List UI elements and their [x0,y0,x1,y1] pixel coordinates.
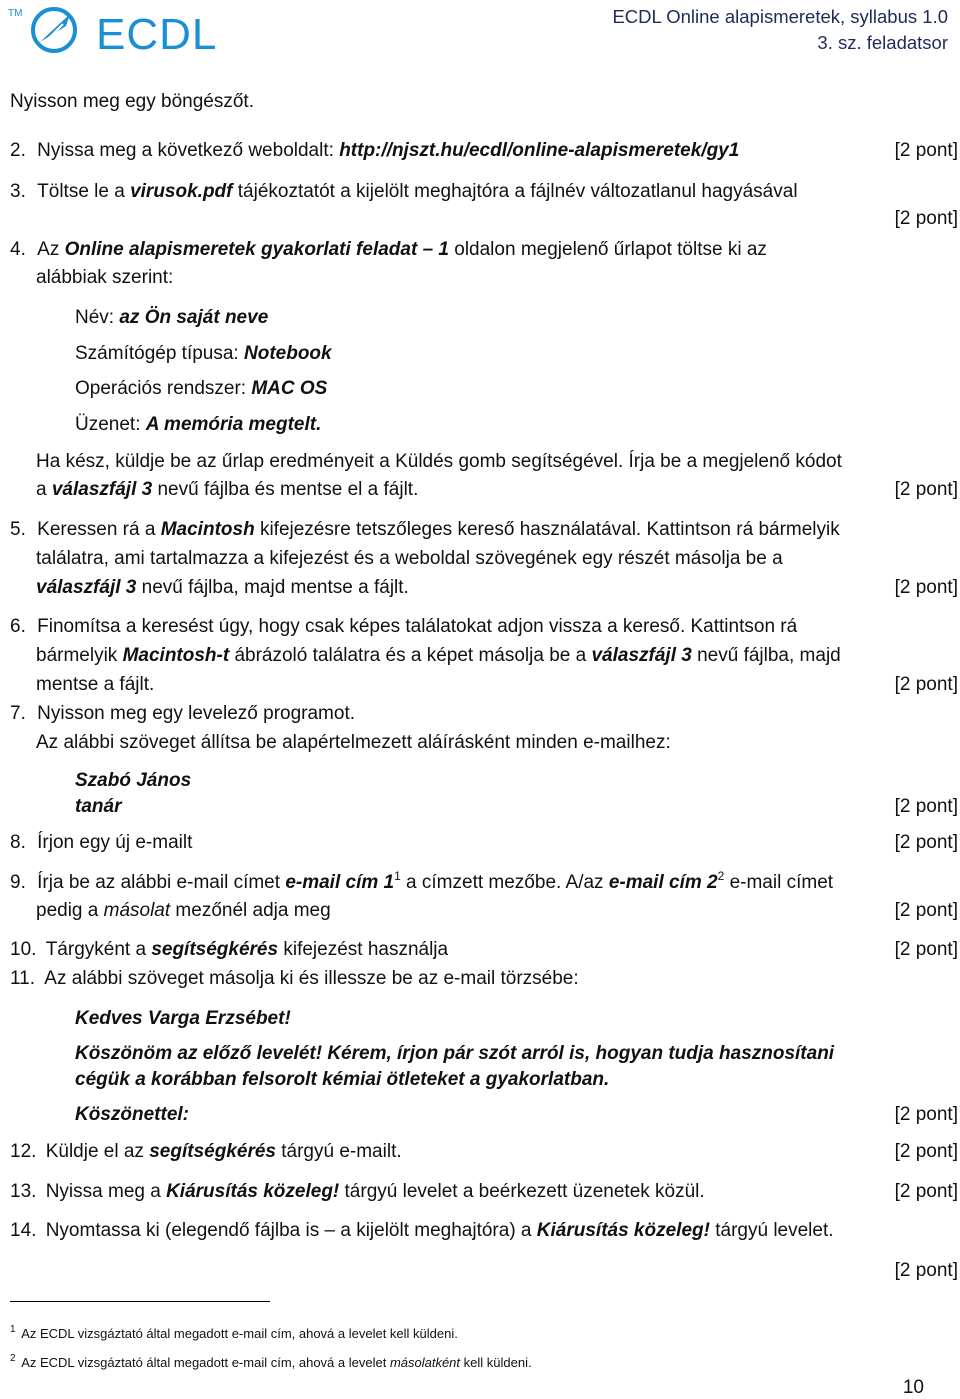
file-name: válaszfájl 3 [51,479,153,500]
points-label: [2 pont] [894,939,958,960]
task-number: 5. [10,519,26,540]
task-8 [10,831,192,854]
points-label: [2 pont] [894,208,958,229]
subject-text: segítségkérés [151,939,279,960]
text: nevű fájlba, majd mentse a fájlt. [136,577,409,598]
text: a címzett mezőbe. A/az [400,872,609,893]
subject-text: Kiárusítás közeleg! [536,1220,710,1241]
field-value: Notebook [244,343,332,364]
header-title: ECDL Online alapismeretek, syllabus 1.0 [612,6,948,27]
task-4-page: Online alapismeretek gyakorlati feladat – 1 [64,239,449,260]
task-3-file: virusok.pdf [130,181,233,202]
page-number: 10 [902,1377,924,1398]
task-5-text: Keressen rá a [37,519,161,540]
task-5-text-end: kifejezésre tetszőleges kereső használatával. Kattintson rá bármelyik [254,519,840,540]
subject-text: segítségkérés [149,1141,276,1162]
task-number: 7. [10,703,26,724]
task-5-line3 [36,576,409,599]
points-label: [2 pont] [894,1181,958,1202]
task-13 [10,1180,705,1203]
field-value: az Ön saját neve [119,307,269,328]
email-body-greeting: Kedves Varga Erzsébet! [75,1008,291,1029]
task-7 [10,702,355,725]
task-7-text: Nyisson meg egy levelező programot. [37,703,356,724]
task-3-text: Töltse le a [37,181,131,202]
task-6-text: Finomítsa a keresést úgy, hogy csak képes találatokat adjon vissza a kereső. Kattintson rá [37,616,798,637]
task-10 [10,938,448,961]
task-1 [10,90,254,113]
points-label: [2 pont] [894,796,958,817]
text: tárgyú e-mailt. [275,1141,402,1162]
footnote-number: 1 [10,1324,16,1335]
task-12 [10,1140,402,1163]
footnote-ref: 2 [717,869,725,883]
points-label: [2 pont] [894,832,958,853]
task-3 [10,180,798,203]
task-11-text: Az alábbi szöveget másolja ki és illessze be az e-mail törzsébe: [44,968,579,989]
task-4-after1: Ha kész, küldje be az űrlap eredményeit a Küldés gomb segítségével. Írja be a megjelenő kódot [36,451,842,472]
task-2 [10,139,739,162]
task-14-text: Nyomtassa ki (elegendő fájlba is – a kijelölt meghajtóra) a [45,1220,537,1241]
text: a [36,479,52,500]
task-4-after2 [36,478,418,501]
header-subtitle: 3. sz. feladatsor [817,32,948,53]
file-name: válaszfájl 3 [36,577,137,598]
text: mezőnél adja meg [170,900,331,921]
text: tárgyú levelet a beérkezett üzenetek közül. [339,1181,705,1202]
field-label: Üzenet: [75,414,146,435]
task-5 [10,518,840,541]
task-number: 12. [10,1141,37,1162]
footnote-divider [10,1301,270,1302]
task-11 [10,967,579,990]
text: tárgyú levelet. [709,1220,834,1241]
task-13-text: Nyissa meg a [45,1181,167,1202]
text: nevű fájlba, majd [691,645,841,666]
footnote-1 [10,1326,458,1342]
task-10-text: Tárgyként a [45,939,152,960]
field-value: MAC OS [251,378,328,399]
points-label: [2 pont] [894,674,958,695]
email-body-line2: cégük a korábban felsorolt kémiai ötleteket a gyakorlatban. [75,1069,610,1090]
task-4 [10,238,767,261]
task-9-text: Írja be az alábbi e-mail címet [37,872,286,893]
text: nevű fájlba és mentse el a fájlt. [152,479,419,500]
text: ábrázoló találatra és a képet másolja be a [229,645,592,666]
task-3-text-end: tájékoztatót a kijelölt meghajtóra a fájlnév változatlanul hagyásával [232,181,798,202]
field-label: Operációs rendszer: [75,378,252,399]
subject-text: Kiárusítás közeleg! [166,1181,340,1202]
footnote-emphasis: másolatként [389,1355,461,1370]
text: e-mail címet [724,872,834,893]
points-label: [2 pont] [894,577,958,598]
points-label: [2 pont] [894,1104,958,1125]
task-number: 3. [10,181,26,202]
task-6-line3: mentse a fájlt. [36,674,155,695]
footnote-text: Az ECDL vizsgáztató által megadott e-mail cím, ahová a levelet [21,1355,390,1370]
footnote-number: 2 [10,1353,16,1364]
points-label: [2 pont] [894,140,958,161]
text: pedig a [36,900,104,921]
task-number: 2. [10,140,26,161]
task-14 [10,1219,834,1242]
task-9-line2 [36,899,331,922]
task-4-text-end: oldalon megjelenő űrlapot töltse ki az [448,239,767,260]
field-value: A memória megtelt. [145,414,322,435]
points-label: [2 pont] [894,479,958,500]
email-address-2: e-mail cím 2 [608,872,718,893]
task-4-line2: alábbiak szerint: [36,267,174,288]
form-field-message [75,413,321,436]
logo-text: ECDL [96,10,218,59]
task-number: 14. [10,1220,37,1241]
points-label: [2 pont] [894,900,958,921]
task-number: 4. [10,239,26,260]
text: kifejezést használja [278,939,449,960]
task-number: 6. [10,616,26,637]
footnote-text: kell küldeni. [460,1355,532,1370]
task-number: 8. [10,832,26,853]
task-6 [10,615,797,638]
footnote-2 [10,1355,532,1371]
logo-tm: TM [8,8,23,19]
task-number: 11. [10,968,36,989]
form-field-computer [75,342,332,365]
signature-title: tanár [75,796,122,817]
email-body-closing: Köszönettel: [75,1104,189,1125]
footnote-ref: 1 [394,869,401,883]
task-7-line2: Az alábbi szöveget állítsa be alapértelmezett aláírásként minden e-mailhez: [36,732,671,753]
footnote-text: Az ECDL vizsgáztató által megadott e-mail cím, ahová a levelet kell küldeni. [21,1326,458,1341]
field-label: Számítógép típusa: [75,343,244,364]
email-address-1: e-mail cím 1 [285,872,395,893]
form-field-os [75,377,327,400]
task-8-text: Írjon egy új e-mailt [37,832,193,853]
ecdl-logo-icon [30,4,96,58]
task-6-line2 [36,644,841,667]
task-5-line2: találatra, ami tartalmazza a kifejezést és a weboldal szövegének egy részét másolja be a [36,548,783,569]
task-number: 13. [10,1181,37,1202]
task-9 [10,871,833,894]
task-1-text: Nyisson meg egy böngészőt. [10,91,254,112]
points-label: [2 pont] [894,1260,958,1281]
task-number: 10. [10,939,37,960]
search-term: Macintosh [160,519,255,540]
email-body-line1: Köszönöm az előző levelét! Kérem, írjon pár szót arról is, hogyan tudja hasznosítani [75,1043,835,1064]
task-12-text: Küldje el az [45,1141,150,1162]
search-term: Macintosh-t [122,645,230,666]
signature-name: Szabó János [75,770,192,791]
text: bármelyik [36,645,123,666]
points-label: [2 pont] [894,1141,958,1162]
task-4-text: Az [37,239,65,260]
task-2-url: http://njszt.hu/ecdl/online-alapismeretek/gy1 [339,140,740,161]
file-name: válaszfájl 3 [591,645,692,666]
task-number: 9. [10,872,26,893]
field-label: Név: [75,307,120,328]
task-2-text: Nyissa meg a következő weboldalt: [37,140,340,161]
form-field-name [75,306,268,329]
cc-field-name: másolat [103,900,171,921]
